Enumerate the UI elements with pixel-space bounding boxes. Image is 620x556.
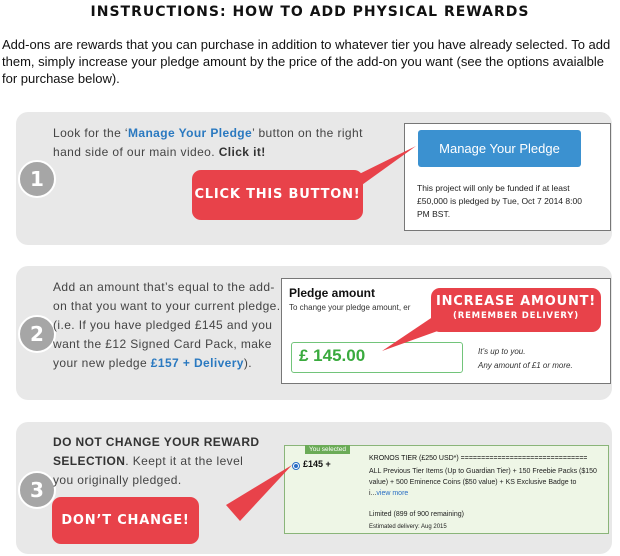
manage-pledge-screenshot	[404, 123, 611, 231]
pledge-example-link: £157 + Delivery	[150, 356, 244, 370]
pledge-hint-2: Any amount of £1 or more.	[478, 361, 573, 370]
click-this-button-callout: CLICK THIS BUTTON!	[192, 170, 363, 220]
pledge-hint-1: It’s up to you.	[478, 347, 526, 356]
step-2-panel	[16, 266, 612, 400]
pledge-amount-heading: Pledge amount	[289, 286, 376, 300]
pledge-amount-subtitle: To change your pledge amount, er	[289, 303, 411, 312]
increase-amount-label: INCREASE AMOUNT!	[435, 294, 597, 309]
step-3-instructions: DO NOT CHANGE YOUR REWARD SELECTION. Keept it at the level you originally pledged.	[53, 435, 260, 487]
manage-your-pledge-button[interactable]: Manage Your Pledge	[418, 130, 581, 167]
view-more-link[interactable]: view more	[376, 490, 409, 497]
reward-selection-screenshot	[284, 445, 609, 534]
step-2-instructions: Add an amount that’s equal to the add-on that you want to your current pledge. (i.e. If you have pledged £145 and you want the £12 Signed Card Pack, make your new pledge £157 + Delivery).	[53, 280, 281, 370]
intro-paragraph: Add-ons are rewards that you can purchase in addition to whatever tier you have already selected. To add them, simply increase your pledge amount by the price of the add-on you want (see the options avaialble for purchase below).	[2, 37, 611, 86]
reward-price: £145 +	[303, 459, 331, 469]
reward-limited: Limited (899 of 900 remaining)	[369, 511, 464, 518]
callout-pointer	[196, 457, 296, 527]
remember-delivery-label: (REMEMBER DELIVERY)	[453, 311, 579, 321]
step-1-instructions: Look for the ‘Manage Your Pledge’ button on the right hand side of our main video. Click it!	[53, 126, 363, 159]
dont-change-callout: DON’T CHANGE!	[52, 497, 199, 544]
reward-estimated-delivery: Estimated delivery: Aug 2015	[369, 524, 447, 530]
page-title: INSTRUCTIONS: HOW TO ADD PHYSICAL REWARDS	[90, 4, 530, 20]
pledge-amount-value: £ 145.00	[299, 346, 366, 365]
increase-amount-callout	[431, 288, 601, 332]
step-3-panel	[16, 422, 612, 554]
step-1-panel	[16, 112, 612, 245]
manage-pledge-link: Manage Your Pledge	[127, 126, 253, 140]
reward-tier-title: KRONOS TIER (£250 USD*) ===============================	[369, 455, 588, 462]
you-selected-tag: You selected	[305, 445, 350, 454]
reward-description: ALL Previous Tier Items (Up to Guardian Tier) + 150 Freebie Packs ($150 value) + 500 Eminence Coins ($50 value) + KS Exclusive Badge to i...view more	[369, 468, 597, 497]
step-number-3: 3	[18, 471, 56, 509]
step-number-1: 1	[18, 160, 56, 198]
step-number-2: 2	[18, 315, 56, 353]
funding-note: This project will only be funded if at least £50,000 is pledged by Tue, Oct 7 2014 8:00 PM BST.	[417, 183, 582, 219]
